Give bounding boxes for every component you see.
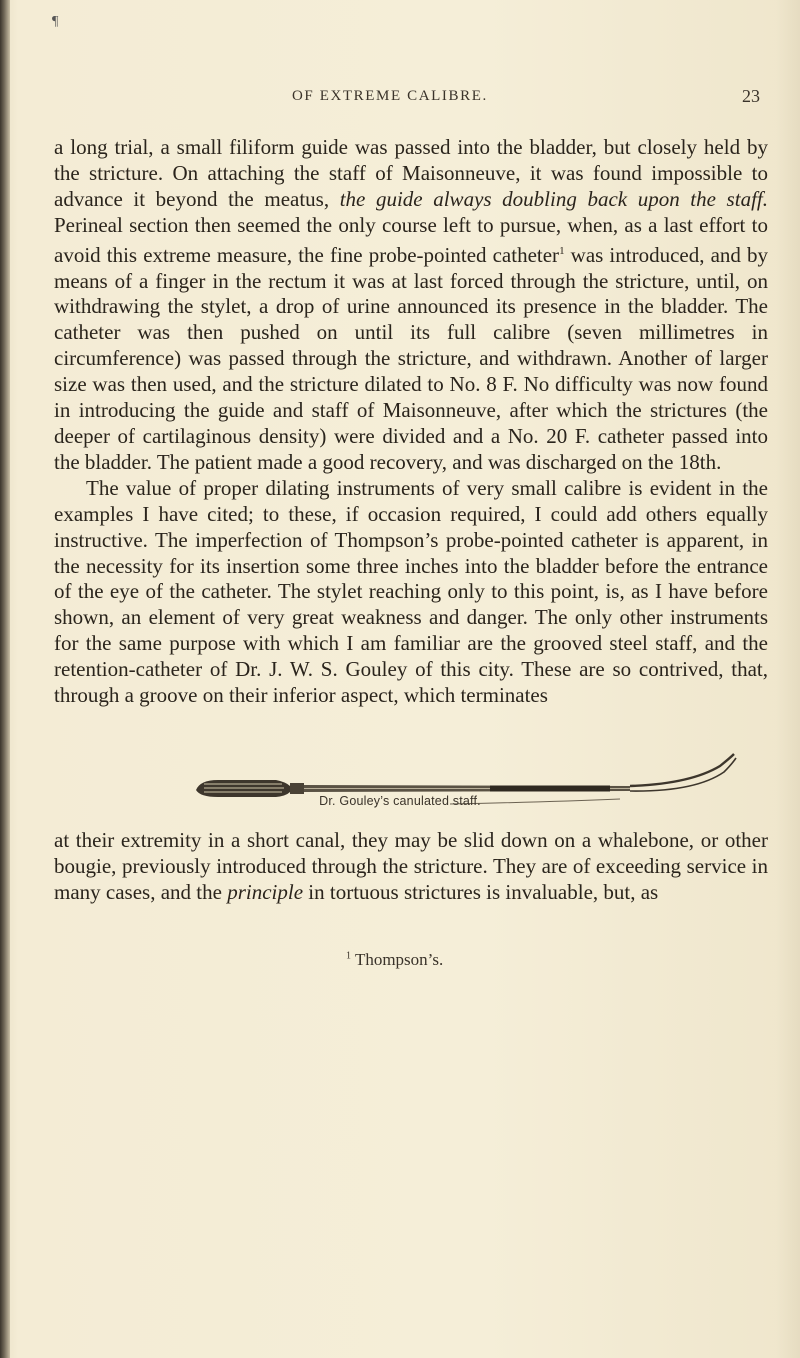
footnote-text: Thompson’s. [351, 950, 444, 969]
paragraph-2: The value of proper dilating instruments of very small calibre is evident in the examples I have cited; to these, if occasion required, I could add others equally instructive. The imperfection of Thompson’s probe-pointed catheter is apparent, in the necessity for its insertion some three inches into the bladder before the entrance of the eye of the catheter. The stylet reaching only to this point, is, as I have before shown, an element of very great weakness and danger. The only other instruments for the same purpose with which I am familiar are the grooved steel staff, and the retention-catheter of Dr. J. W. S. Gouley of this city. These are so contrived, that, through a groove on their inferior aspect, which terminates [54, 475, 768, 708]
book-binding-edge [0, 0, 10, 1358]
paragraph-1-italic: the guide always doubling back upon the staff. [339, 186, 768, 211]
running-head [0, 88, 800, 110]
staff-curve-upper [630, 754, 734, 786]
figure-caption: Dr. Gouley’s canulated staff. [319, 794, 481, 808]
footnote-number: 1 [346, 950, 351, 962]
paragraph-1-text-a: a long trial, a small filiform guide was passed into the bladder, but closely held by the stricture. On attaching the staff of Maisonneuve, it was found impossible to advance it beyond the meatus, [54, 135, 768, 211]
staff-collar [290, 783, 304, 794]
body-text-bottom [54, 828, 768, 906]
staff-dark-segment [490, 786, 610, 792]
paragraph-1-text-c: was introduced, and by means of a finger in the rectum it was at last forced through the stricture, until, on withdrawing the stylet, a drop of urine announced its presence in the bladder. The catheter was then pushed on until its full calibre (seven millimetres in circumference) was passed through the stricture, and withdrawn. Another of larger size was then used, and the stricture dilated to No. 8 F. No difficulty was now found in introducing the guide and staff of Maisonneuve, after which the strictures (the deeper of cartilaginous density) were divided and a No. 20 F. catheter passed into the bladder. The patient made a good recovery, and was discharged on the 18th. [54, 242, 768, 474]
running-title: OF EXTREME CALIBRE. [292, 88, 488, 104]
paragraph-3-text-b: in tortuous strictures is invaluable, but, as [303, 879, 659, 904]
footnote-ref: 1 [559, 244, 565, 257]
page-number: 23 [742, 86, 760, 106]
paragraph-3 [54, 828, 768, 906]
footnote [346, 950, 443, 970]
stray-print-mark: ¶ [52, 14, 59, 29]
paragraph-3-text-a: at their extremity in a short canal, they may be slid down on a whalebone, or other bougie, previously introduced through the stricture. They are of exceeding service in many cases, and the [54, 828, 768, 904]
paragraph-1-text-b: Perineal section then seemed the only course left to pursue, when, as a last effort to avoid this extreme measure, the fine probe-pointed catheter [54, 212, 768, 267]
paragraph-1 [54, 135, 768, 476]
page-edge-shadow [776, 0, 800, 1358]
body-text-top [54, 135, 768, 709]
paragraph-3-italic: principle [227, 879, 304, 904]
